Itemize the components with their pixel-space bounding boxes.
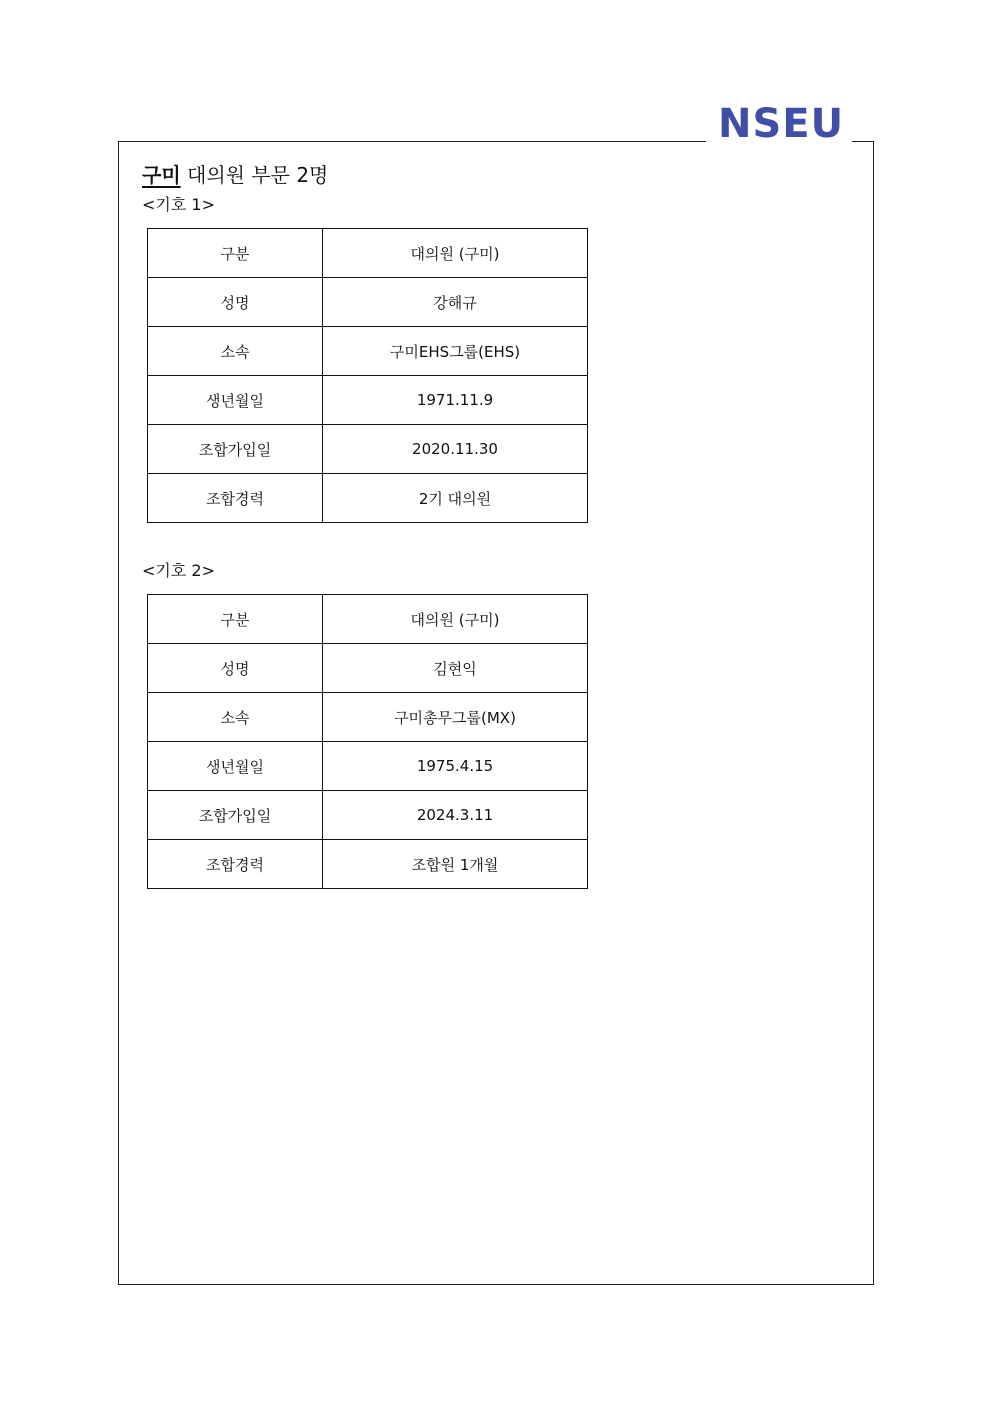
- field-value: 구미총무그룹(MX): [323, 693, 588, 742]
- field-key: 소속: [148, 327, 323, 376]
- table-row: [148, 229, 588, 278]
- table-row: [148, 693, 588, 742]
- heading-region: 구미: [142, 163, 181, 187]
- field-value: 1975.4.15: [323, 742, 588, 791]
- field-value: 2기 대의원: [323, 474, 588, 523]
- field-value: 1971.11.9: [323, 376, 588, 425]
- nseu-logo: NSEU: [718, 101, 845, 147]
- candidate-2-table: [147, 594, 588, 889]
- table-row: [148, 376, 588, 425]
- table-row: [148, 791, 588, 840]
- field-key: 성명: [148, 278, 323, 327]
- field-key: 소속: [148, 693, 323, 742]
- table-row: [148, 595, 588, 644]
- field-key: 구분: [148, 595, 323, 644]
- candidate-1-label: <기호 1>: [142, 195, 215, 214]
- field-value: 조합원 1개월: [323, 840, 588, 889]
- table-row: [148, 327, 588, 376]
- field-value: 강해규: [323, 278, 588, 327]
- field-value: 김현익: [323, 644, 588, 693]
- field-value: 대의원 (구미): [323, 229, 588, 278]
- table-row: [148, 840, 588, 889]
- table-row: [148, 278, 588, 327]
- field-key: 구분: [148, 229, 323, 278]
- table-row: [148, 644, 588, 693]
- heading-rest: 대의원 부문 2명: [187, 163, 329, 187]
- table-row: [148, 474, 588, 523]
- field-value: 2020.11.30: [323, 425, 588, 474]
- field-key: 조합가입일: [148, 791, 323, 840]
- field-key: 조합경력: [148, 840, 323, 889]
- candidate-2-label: <기호 2>: [142, 561, 215, 580]
- table-row: [148, 742, 588, 791]
- field-key: 조합경력: [148, 474, 323, 523]
- field-key: 생년월일: [148, 742, 323, 791]
- field-key: 조합가입일: [148, 425, 323, 474]
- field-value: 대의원 (구미): [323, 595, 588, 644]
- field-key: 생년월일: [148, 376, 323, 425]
- field-value: 구미EHS그룹(EHS): [323, 327, 588, 376]
- field-key: 성명: [148, 644, 323, 693]
- candidate-1-table: [147, 228, 588, 523]
- field-value: 2024.3.11: [323, 791, 588, 840]
- table-row: [148, 425, 588, 474]
- section-heading: [142, 160, 328, 190]
